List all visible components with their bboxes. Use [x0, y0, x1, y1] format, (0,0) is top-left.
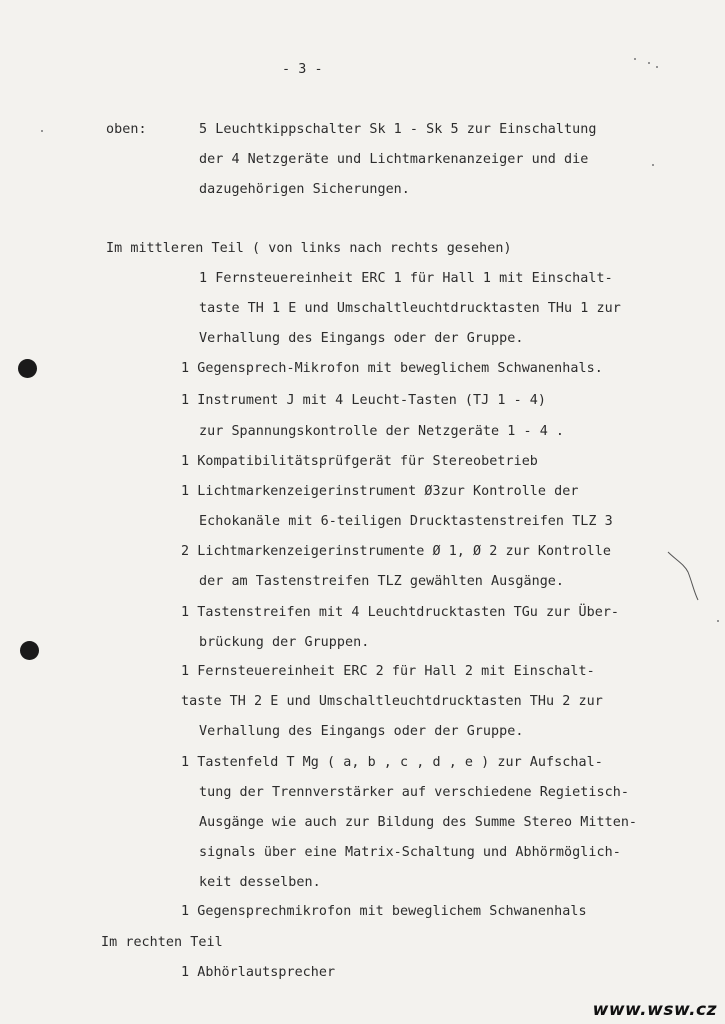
- text-line: Ausgänge wie auch zur Bildung des Summe Stereo Mitten-: [199, 815, 638, 830]
- text-line: 1 Gegensprechmikrofon mit beweglichem Schwanenhals: [181, 904, 587, 919]
- section-heading-middle: Im mittleren Teil ( von links nach rechts gesehen): [106, 241, 512, 256]
- text-line: dazugehörigen Sicherungen.: [199, 182, 410, 197]
- watermark-logo: www.wsw.cz: [592, 1000, 717, 1020]
- text-line: taste TH 2 E und Umschaltleuchtdrucktasten THu 2 zur: [181, 694, 603, 709]
- text-line: 1 Instrument J mit 4 Leucht-Tasten (TJ 1 - 4): [181, 393, 547, 408]
- page-number: - 3 -: [282, 62, 323, 77]
- punch-hole: [18, 359, 37, 378]
- paper-speck: [41, 130, 43, 132]
- text-line: 1 Lichtmarkenzeigerinstrument Ø3zur Kontrolle der: [181, 484, 579, 499]
- text-line: keit desselben.: [199, 875, 321, 890]
- text-line: 1 Tastenfeld T Mg ( a, b , c , d , e ) zur Aufschal-: [181, 755, 603, 770]
- text-line: Echokanäle mit 6-teiligen Drucktastenstreifen TLZ 3: [199, 514, 613, 529]
- text-line: 1 Gegensprech-Mikrofon mit beweglichem Schwanenhals.: [181, 361, 603, 376]
- text-line: zur Spannungskontrolle der Netzgeräte 1 - 4 .: [199, 424, 565, 439]
- text-line: der am Tastenstreifen TLZ gewählten Ausgänge.: [199, 574, 565, 589]
- text-line: tung der Trennverstärker auf verschiedene Regietisch-: [199, 785, 629, 800]
- section-heading-right: Im rechten Teil: [101, 935, 223, 950]
- text-line: brückung der Gruppen.: [199, 635, 370, 650]
- text-line: 1 Abhörlautsprecher: [181, 965, 336, 980]
- text-line: 1 Fernsteuereinheit ERC 1 für Hall 1 mit Einschalt-: [199, 271, 613, 286]
- text-line: Verhallung des Eingangs oder der Gruppe.: [199, 331, 524, 346]
- paper-speck: [652, 164, 654, 166]
- text-line: taste TH 1 E und Umschaltleuchtdrucktasten THu 1 zur: [199, 301, 621, 316]
- paper-speck: [656, 66, 658, 68]
- text-line: 1 Tastenstreifen mit 4 Leuchtdrucktasten TGu zur Über-: [181, 605, 620, 620]
- text-line: 2 Lichtmarkenzeigerinstrumente Ø 1, Ø 2 zur Kontrolle: [181, 544, 611, 559]
- text-line: 1 Fernsteuereinheit ERC 2 für Hall 2 mit Einschalt-: [181, 664, 595, 679]
- text-line: Verhallung des Eingangs oder der Gruppe.: [199, 724, 524, 739]
- paper-speck: [648, 62, 650, 64]
- text-line: signals über eine Matrix-Schaltung und Abhörmöglich-: [199, 845, 621, 860]
- section-label-oben: oben:: [106, 122, 147, 137]
- paper-speck: [717, 620, 719, 622]
- paper-speck: [634, 58, 636, 60]
- punch-hole: [20, 641, 39, 660]
- text-line: 5 Leuchtkippschalter Sk 1 - Sk 5 zur Einschaltung: [199, 122, 597, 137]
- text-line: der 4 Netzgeräte und Lichtmarkenanzeiger und die: [199, 152, 589, 167]
- text-line: 1 Kompatibilitätsprüfgerät für Stereobetrieb: [181, 454, 538, 469]
